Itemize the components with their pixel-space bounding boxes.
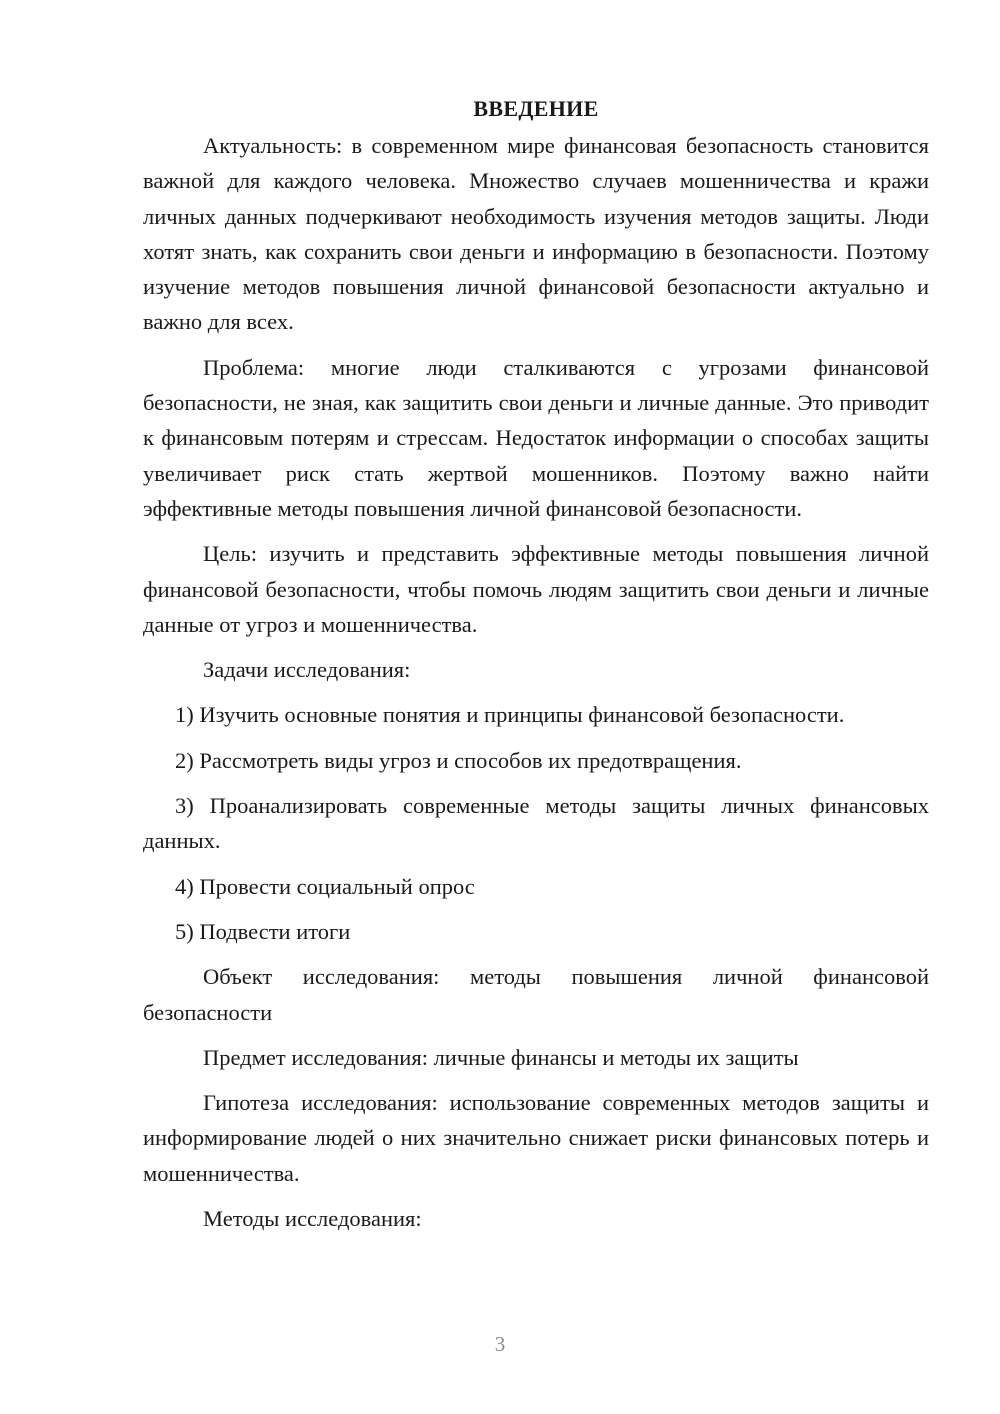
problem-paragraph: Проблема: многие люди сталкиваются с угрозами финансовой безопасности, не зная, как защитить свои деньги и личные данные. Это приводит к финансовым потерям и стрессам. Недостаток информации о способах защиты увеличивает риск стать жертвой мошенников. Поэтому важно найти эффективные методы повышения личной финансовой безопасности. [143,354,929,521]
page-number: 3 [494,1332,506,1356]
document-page [143,94,929,1246]
hypothesis-paragraph: Гипотеза исследования: использование современных методов защиты и информирование людей о них значительно снижает риски финансовых потерь и мошенничества. [143,1090,929,1186]
relevance-paragraph: Актуальность: в современном мире финансовая безопасность становится важной для каждого человека. Множество случаев мошенничества и кражи личных данных подчеркивают необходимость изучения методов защиты. Люди хотят знать, как сохранить свои деньги и информацию в безопасности. Поэтому изучение методов повышения личной финансовой безопасности актуально и важно для всех. [143,133,929,335]
object-paragraph: Объект исследования: методы повышения личной финансовой безопасности [143,964,929,1025]
task-item-5: 5) Подвести итоги [175,918,351,944]
tasks-heading: Задачи исследования: [203,657,411,683]
methods-heading: Методы исследования: [203,1206,422,1232]
subject-paragraph: Предмет исследования: личные финансы и методы их защиты [203,1044,799,1070]
task-item-4: 4) Провести социальный опрос [175,873,475,899]
task-item-3: 3) Проанализировать современные методы защиты личных финансовых данных. [143,793,929,854]
task-item-1: 1) Изучить основные понятия и принципы финансовой безопасности. [175,702,845,728]
page-title: ВВЕДЕНИЕ [473,96,599,121]
task-item-2: 2) Рассмотреть виды угроз и способов их предотвращения. [175,747,742,773]
goal-paragraph: Цель: изучить и представить эффективные методы повышения личной финансовой безопасности, чтобы помочь людям защитить свои деньги и личные данные от угроз и мошенничества. [143,541,929,637]
